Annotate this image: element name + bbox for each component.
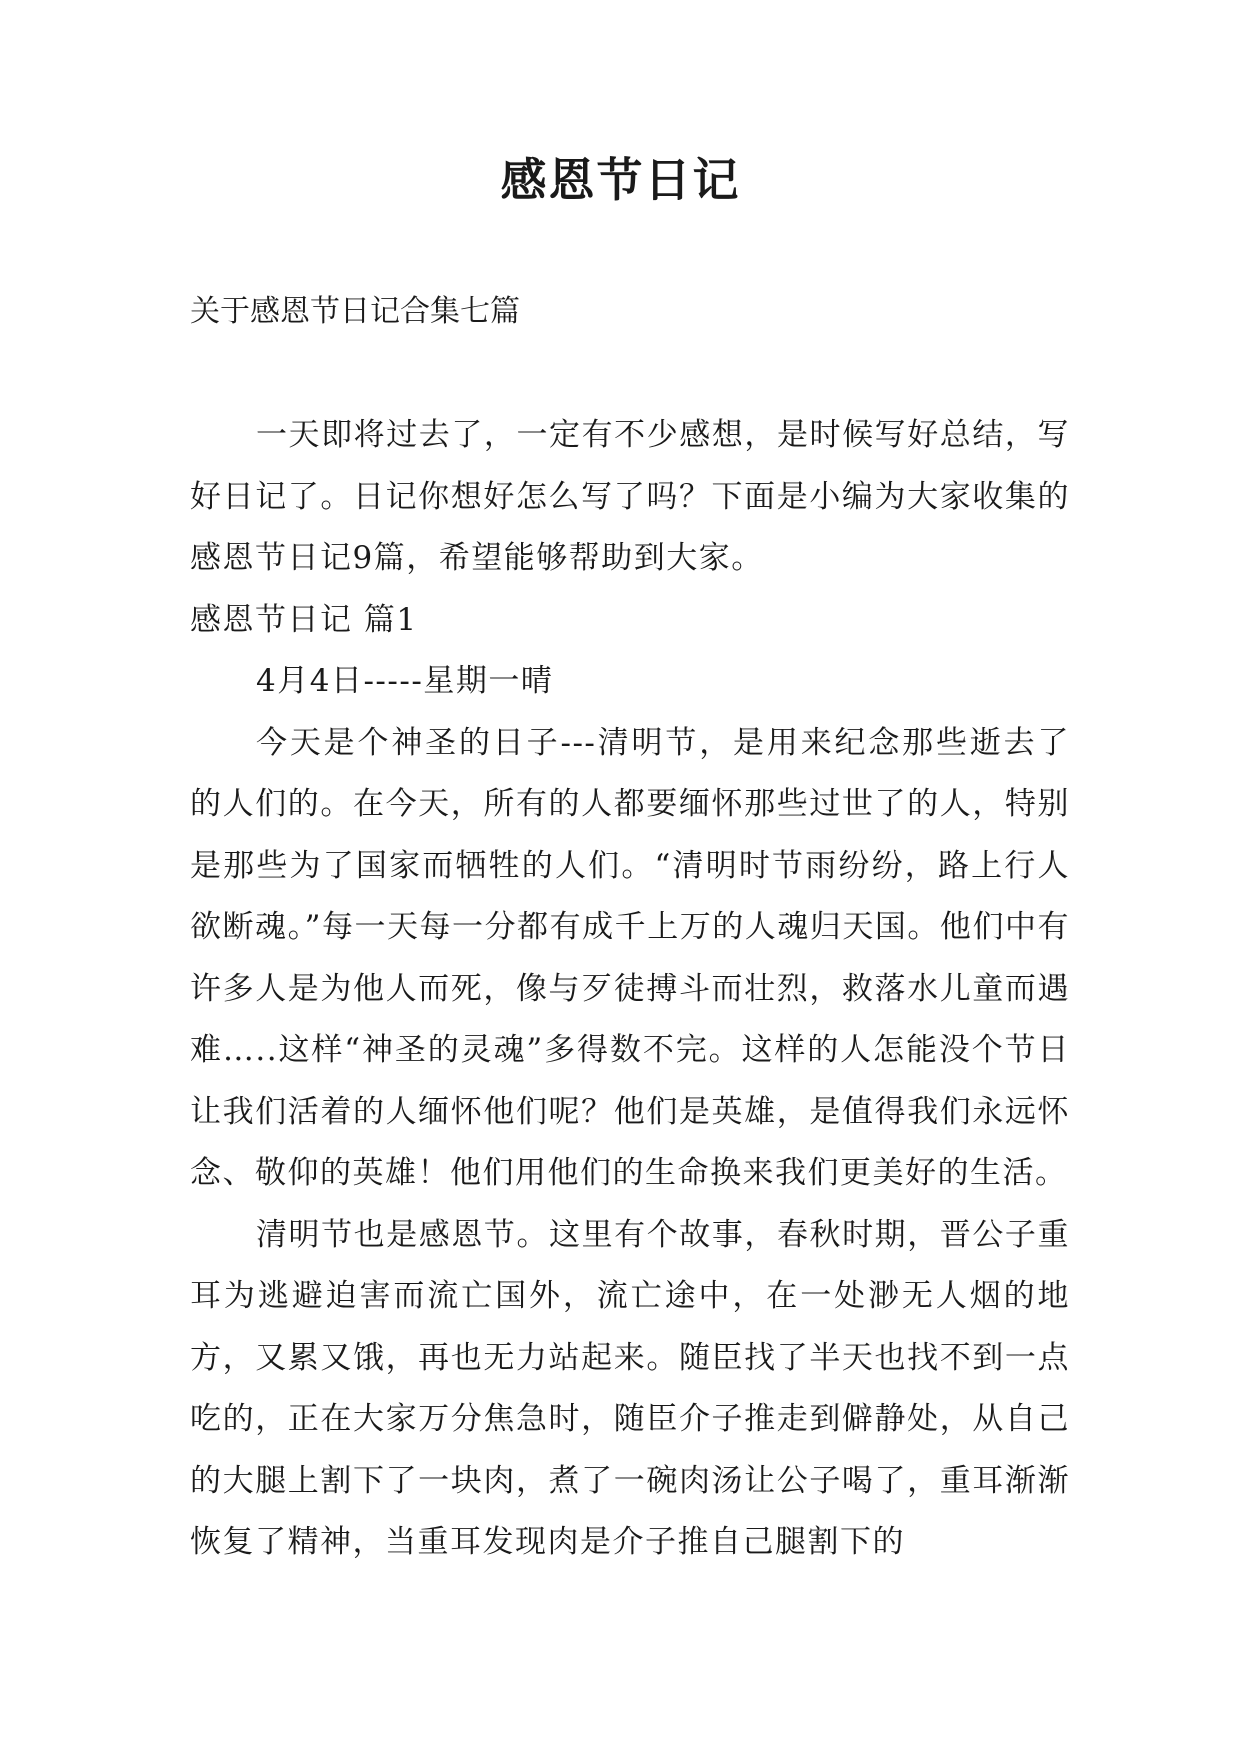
document-title: 感恩节日记 xyxy=(500,153,741,207)
body-paragraph: 今天是个神圣的日子---清明节，是用来纪念那些逝去了的人们的。在今天，所有的人都要缅怀那些过世了的人，特别是那些为了国家而牺牲的人们。“清明时节雨纷纷，路上行人欲断魂。”每一天每一分都有成千上万的人魂归天国。他们中有许多人是为他人而死，像与歹徒搏斗而壮烈，救落水儿童而遇难…..这样“神圣的灵魂”多得数不完。这样的人怎能没个节日让我们活着的人缅怀他们呢？他们是英雄，是值得我们永远怀念、敬仰的英雄！他们用他们的生命换来我们更美好的生活。 xyxy=(190,724,1070,1191)
document-body xyxy=(190,405,1070,1574)
section-heading: 感恩节日记 篇1 xyxy=(190,601,418,638)
document-subtitle: 关于感恩节日记合集七篇 xyxy=(190,294,520,329)
body-paragraph: 清明节也是感恩节。这里有个故事，春秋时期，晋公子重耳为逃避迫害而流亡国外，流亡途中，在一处渺无人烟的地方，又累又饿，再也无力站起来。随臣找了半天也找不到一点吃的，正在大家万分焦急时，随臣介子推走到僻静处，从自己的大腿上割下了一块肉，煮了一碗肉汤让公子喝了，重耳渐渐恢复了精神，当重耳发现肉是介子推自己腿割下的 xyxy=(190,1216,1070,1560)
intro-paragraph: 一天即将过去了，一定有不少感想，是时候写好总结，写好日记了。日记你想好怎么写了吗？下面是小编为大家收集的感恩节日记9篇，希望能够帮助到大家。 xyxy=(190,417,1070,576)
diary-date-line: 4月4日-----星期一晴 xyxy=(256,663,554,699)
